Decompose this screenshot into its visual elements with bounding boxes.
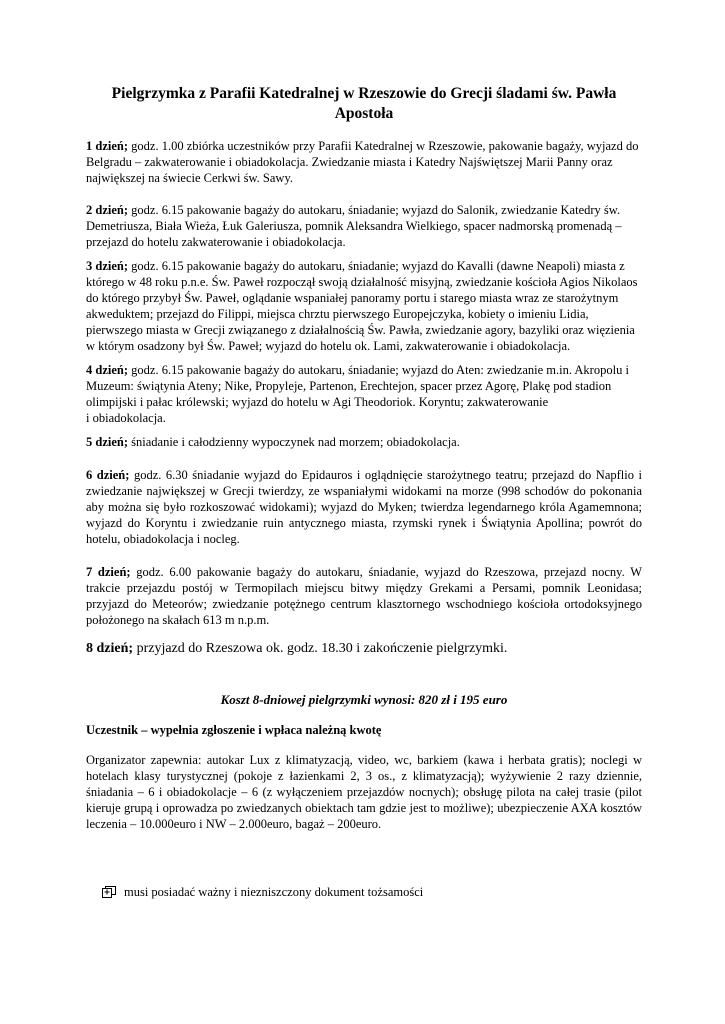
day-2-text: godz. 6.15 pakowanie bagaży do autokaru, śniadanie; wyjazd do Salonik, zwiedzanie Katedry św. Demetriusza, Biała Wieża, Łuk Galeriusza, pomnik Aleksandra Wielkiego, spacer nadmorską promenadą – przejazd do hotelu zakwaterowanie i obiadokolacja. — [86, 203, 622, 249]
day-5 — [86, 434, 642, 450]
document-icon — [102, 886, 116, 898]
day-8-text: przyjazd do Rzeszowa ok. godz. 18.30 i zakończenie pielgrzymki. — [133, 641, 508, 656]
day-3-text: godz. 6.15 pakowanie bagaży do autokaru, śniadanie; wyjazd do Kavalli (dawne Neapoli) miasta z którego w 48 roku p.n.e. Św. Paweł rozpoczął swoją działalność misyjną, zwiedzanie kościoła Agios Nikolaos do którego przybył Św. Paweł, oglądanie wspaniałej panoramy portu i starego miasta wraz ze starożytnym akweduktem; przejazd do Filippi, miejsca chrztu pierwszego Europejczyka, kobiety o imieniu Lidia, pierwszego miasta w Grecji związanego z działalnością Św. Pawła, zwiedzanie agory, bazyliki oraz więzienia w którym osadzony był Św. Paweł; wyjazd do hotelu ok. Lami, zakwaterowanie i obiadokolacja. — [86, 259, 638, 353]
day-6-text: godz. 6.30 śniadanie wyjazd do Epidauros i oglądnięcie starożytnego teatru; przejazd do Napflio i zwiedzanie największej w Grecji twierdzy, ze wspaniałymi widokami na morze (998 schodów do pokonania aby można się było rozkoszować widokami); wyjazd do Myken; twierdza legendarnego króla Agamemnona; wyjazd do Koryntu i zwiedzanie ruin antycznego miasta, rzymski rynek i Świątynia Apollina; powrót do hotelu, obiadokolacja i nocleg. — [86, 468, 642, 546]
day-4-tail: i obiadokolacja. — [86, 411, 166, 425]
id-document-note-text: musi posiadać ważny i niezniszczony dokument tożsamości — [124, 885, 424, 899]
day-6-label: 6 dzień; — [86, 468, 130, 482]
day-3 — [86, 258, 642, 354]
day-4 — [86, 362, 642, 426]
day-4-label: 4 dzień; — [86, 363, 129, 377]
organizer-info: Organizator zapewnia: autokar Lux z klimatyzacją, video, wc, barkiem (kawa i herbata gratis); noclegi w hotelach klasy turystycznej (pokoje z łazienkami 2, 3 os., z klimatyzacją); wyżywienie 2 razy dziennie, śniadania – 6 i obiadokolacje – 6 (z wyłączeniem przejazdów nocnych); obsługę pilota na całej trasie (pilot kieruje grupą i oprowadza po zwiedzanych obiektach tam gdzie jest to możliwe); ubezpieczenie AXA kosztów leczenia – 10.000euro i NW – 2.000euro, bagaż – 200euro. — [86, 753, 642, 831]
day-7-label: 7 dzień; — [86, 565, 131, 579]
day-1 — [86, 138, 642, 186]
day-4-text: godz. 6.15 pakowanie bagaży do autokaru, śniadanie; wyjazd do Aten: zwiedzanie m.in. Akropolu i Muzeum: świątynia Ateny; Nike, Propyleje, Partenon, Erechtejon, spacer przez Agorę, Plakę pod stadion olimpijski i pałac królewski; wyjazd do hotelu w Agi Theodoriok. Koryntu; zakwaterowanie — [86, 363, 629, 409]
day-7-text: godz. 6.00 pakowanie bagaży do autokaru, śniadanie, wyjazd do Rzeszowa, przejazd nocny. W trakcie przejazdu postój w Termopilach miejscu bitwy między Grekami a Persami, pomnik Leonidasa; przyjazd do Meteorów; zwiedzanie potężnego centrum klasztornego wschodniego kościoła ortodoksyjnego położonego na skałach 613 m n.p.m. — [86, 565, 642, 627]
day-5-label: 5 dzień; — [86, 435, 129, 449]
day-2-label: 2 dzień; — [86, 203, 129, 217]
day-6 — [86, 467, 642, 547]
trip-cost: Koszt 8-dniowej pielgrzymki wynosi: 820 zł i 195 euro — [220, 692, 508, 707]
day-1-text: godz. 1.00 zbiórka uczestników przy Parafii Katedralnej w Rzeszowie, pakowanie bagaży, wyjazd do Belgradu – zakwaterowanie i obiadokolacja. Zwiedzanie miasta i Katedry Najświętszej Marii Panny oraz największej na świecie Cerkwi św. Sawy. — [86, 139, 639, 185]
day-7 — [86, 564, 642, 628]
day-8-label: 8 dzień; — [86, 641, 134, 656]
day-3-label: 3 dzień; — [86, 259, 129, 273]
id-document-note — [86, 884, 642, 900]
participant-info: Uczestnik – wypełnia zgłoszenie i wpłaca należną kwotę — [86, 723, 382, 737]
document-page — [86, 84, 642, 900]
day-8 — [86, 640, 642, 658]
day-2 — [86, 202, 642, 250]
day-5-text: śniadanie i całodzienny wypoczynek nad morzem; obiadokolacja. — [128, 435, 460, 449]
day-1-label: 1 dzień; — [86, 139, 129, 153]
page-title: Pielgrzymka z Parafii Katedralnej w Rzeszowie do Grecji śladami św. Pawła Apostoła — [111, 85, 617, 122]
